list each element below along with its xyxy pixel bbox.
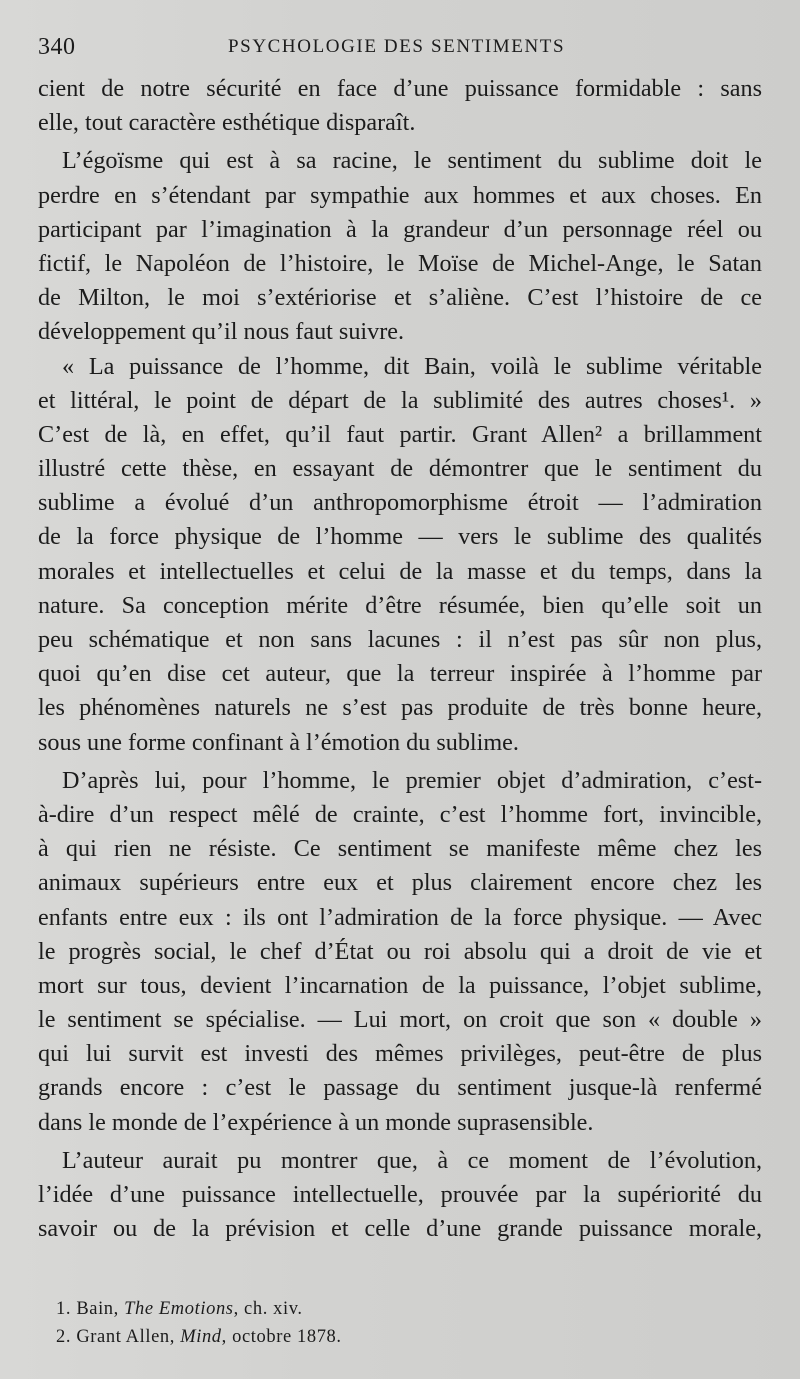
text-line: développement qu’il nous faut suivre. xyxy=(38,318,405,346)
footnote-number: 1. xyxy=(56,1299,72,1319)
text-line: savoir ou de la prévision et celle d’une grande puissance morale, xyxy=(38,1215,762,1243)
text-line: L’auteur aurait pu montrer que, à ce moment de l’évolution, xyxy=(62,1146,762,1174)
body-text xyxy=(38,72,762,1246)
text-line: le progrès social, le chef d’État ou roi absolu qui a droit de vie et xyxy=(38,937,762,965)
text-line: participant par l’imagination à la grandeur d’un personnage réel ou xyxy=(38,215,762,243)
text-line: le sentiment se spécialise. — Lui mort, on croit que son « double » xyxy=(38,1006,762,1034)
text-line: L’égoïsme qui est à sa racine, le sentiment du sublime doit le xyxy=(62,147,762,175)
text-line: mort sur tous, devient l’incarnation de la puissance, l’objet sublime, xyxy=(38,971,762,999)
footnote-2 xyxy=(56,1323,756,1351)
text-line: nature. Sa conception mérite d’être résumée, bien qu’elle soit un xyxy=(38,591,762,619)
footnote-author: Grant Allen, xyxy=(76,1327,175,1347)
text-line: « La puissance de l’homme, dit Bain, voilà le sublime véritable xyxy=(62,352,762,380)
text-line: qui lui survit est investi des mêmes privilèges, peut-être de plus xyxy=(38,1040,762,1068)
text-line: animaux supérieurs entre eux et plus clairement encore chez les xyxy=(38,869,762,897)
text-line: à qui rien ne résiste. Ce sentiment se manifeste même chez les xyxy=(38,835,762,863)
footnote-1 xyxy=(56,1295,756,1323)
text-line: D’après lui, pour l’homme, le premier objet d’admiration, c’est- xyxy=(62,766,762,794)
text-line: sous une forme confinant à l’émotion du sublime. xyxy=(38,728,519,756)
text-line: elle, tout caractère esthétique disparaît. xyxy=(38,109,416,137)
footnote-author: Bain, xyxy=(76,1299,119,1319)
page-header xyxy=(38,34,762,64)
text-line: les phénomènes naturels ne s’est pas produite de très bonne heure, xyxy=(38,694,762,722)
text-line: sublime a évolué d’un anthropomorphisme étroit — l’admiration xyxy=(38,489,762,517)
text-line: fictif, le Napoléon de l’histoire, le Moïse de Michel-Ange, le Satan xyxy=(38,249,762,277)
text-line: de la force physique de l’homme — vers le sublime des qualités xyxy=(38,523,762,551)
text-line: C’est de là, en effet, qu’il faut partir. Grant Allen² a brillamment xyxy=(38,420,762,448)
text-line: illustré cette thèse, en essayant de démontrer que le sentiment du xyxy=(38,455,762,483)
text-line: dans le monde de l’expérience à un monde suprasensible. xyxy=(38,1108,594,1136)
text-line: à-dire d’un respect mêlé de crainte, c’est l’homme fort, invincible, xyxy=(38,800,762,828)
footnote-title: The Emotions xyxy=(124,1299,234,1319)
text-line: perdre en s’étendant par sympathie aux hommes et aux choses. En xyxy=(38,181,762,209)
text-line: grands encore : c’est le passage du sentiment jusque-là renfermé xyxy=(38,1074,762,1102)
page-number: 340 xyxy=(38,34,76,60)
running-head: PSYCHOLOGIE DES SENTIMENTS xyxy=(228,36,566,57)
text-line: morales et intellectuelles et celui de la masse et du temps, dans la xyxy=(38,557,762,585)
text-line: peu schématique et non sans lacunes : il n’est pas sûr non plus, xyxy=(38,626,762,653)
footnote-rest: , octobre 1878. xyxy=(221,1327,342,1347)
text-line: enfants entre eux : ils ont l’admiration de la force physique. — Avec xyxy=(38,903,762,931)
footnote-title: Mind xyxy=(180,1327,222,1347)
footnotes xyxy=(56,1295,756,1351)
text-line: l’idée d’une puissance intellectuelle, prouvée par la supériorité du xyxy=(38,1181,762,1208)
text-line: et littéral, le point de départ de la sublimité des autres choses¹. » xyxy=(38,386,762,414)
text-line: cient de notre sécurité en face d’une puissance formidable : sans xyxy=(38,75,762,102)
footnote-number: 2. xyxy=(56,1327,72,1347)
text-line: de Milton, le moi s’extériorise et s’aliène. C’est l’histoire de ce xyxy=(38,284,762,312)
text-line: quoi qu’en dise cet auteur, que la terreur inspirée à l’homme par xyxy=(38,660,762,688)
footnote-rest: , ch. xiv. xyxy=(233,1299,303,1319)
